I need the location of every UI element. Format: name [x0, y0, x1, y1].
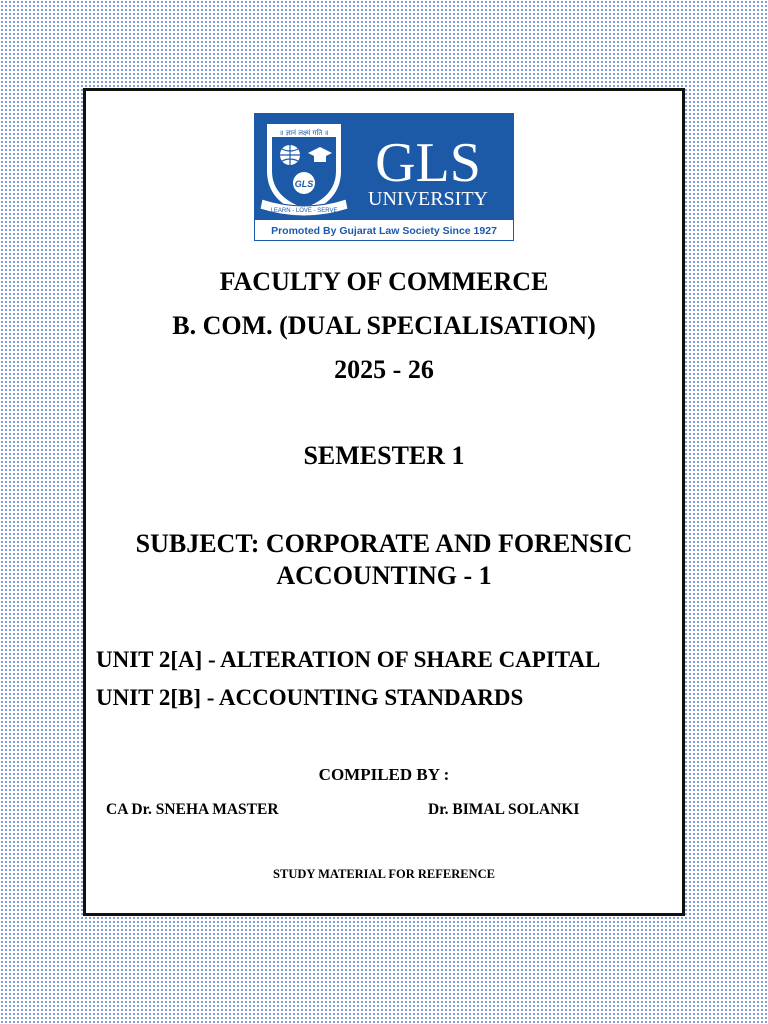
- academic-year: 2025 - 26: [334, 355, 434, 384]
- logo-ribbon-text: LEARN - LOVE - SERVE: [270, 208, 338, 214]
- program-title: B. COM. (DUAL SPECIALISATION): [172, 311, 596, 340]
- compiled-by-heading: COMPILED BY :: [318, 765, 450, 784]
- logo-seal-initials: GLS: [294, 179, 314, 189]
- logo-name-main: GLS: [375, 132, 481, 194]
- gls-logo-graphic: [254, 113, 514, 241]
- unit-2a-title: UNIT 2[A] - ALTERATION OF SHARE CAPITAL: [96, 647, 601, 672]
- author-2: Dr. BIMAL SOLANKI: [428, 801, 580, 818]
- logo-name-sub: UNIVERSITY: [368, 188, 488, 210]
- subject-line-2: ACCOUNTING - 1: [276, 561, 492, 590]
- cover-frame: [83, 88, 685, 916]
- semester-title: SEMESTER 1: [303, 441, 465, 470]
- subject-line-1: SUBJECT: CORPORATE AND FORENSIC: [135, 529, 633, 558]
- author-1: CA Dr. SNEHA MASTER: [106, 801, 279, 818]
- logo-promoted-line: Promoted By Gujarat Law Society Since 1927: [271, 225, 497, 237]
- logo-motto-top: ॥ ज्ञानं लक्ष्मं गति ॥: [279, 129, 329, 137]
- study-material-note: STUDY MATERIAL FOR REFERENCE: [273, 867, 495, 881]
- gls-university-logo: [254, 113, 514, 241]
- faculty-title: FACULTY OF COMMERCE: [219, 267, 549, 296]
- unit-2b-title: UNIT 2[B] - ACCOUNTING STANDARDS: [96, 685, 524, 710]
